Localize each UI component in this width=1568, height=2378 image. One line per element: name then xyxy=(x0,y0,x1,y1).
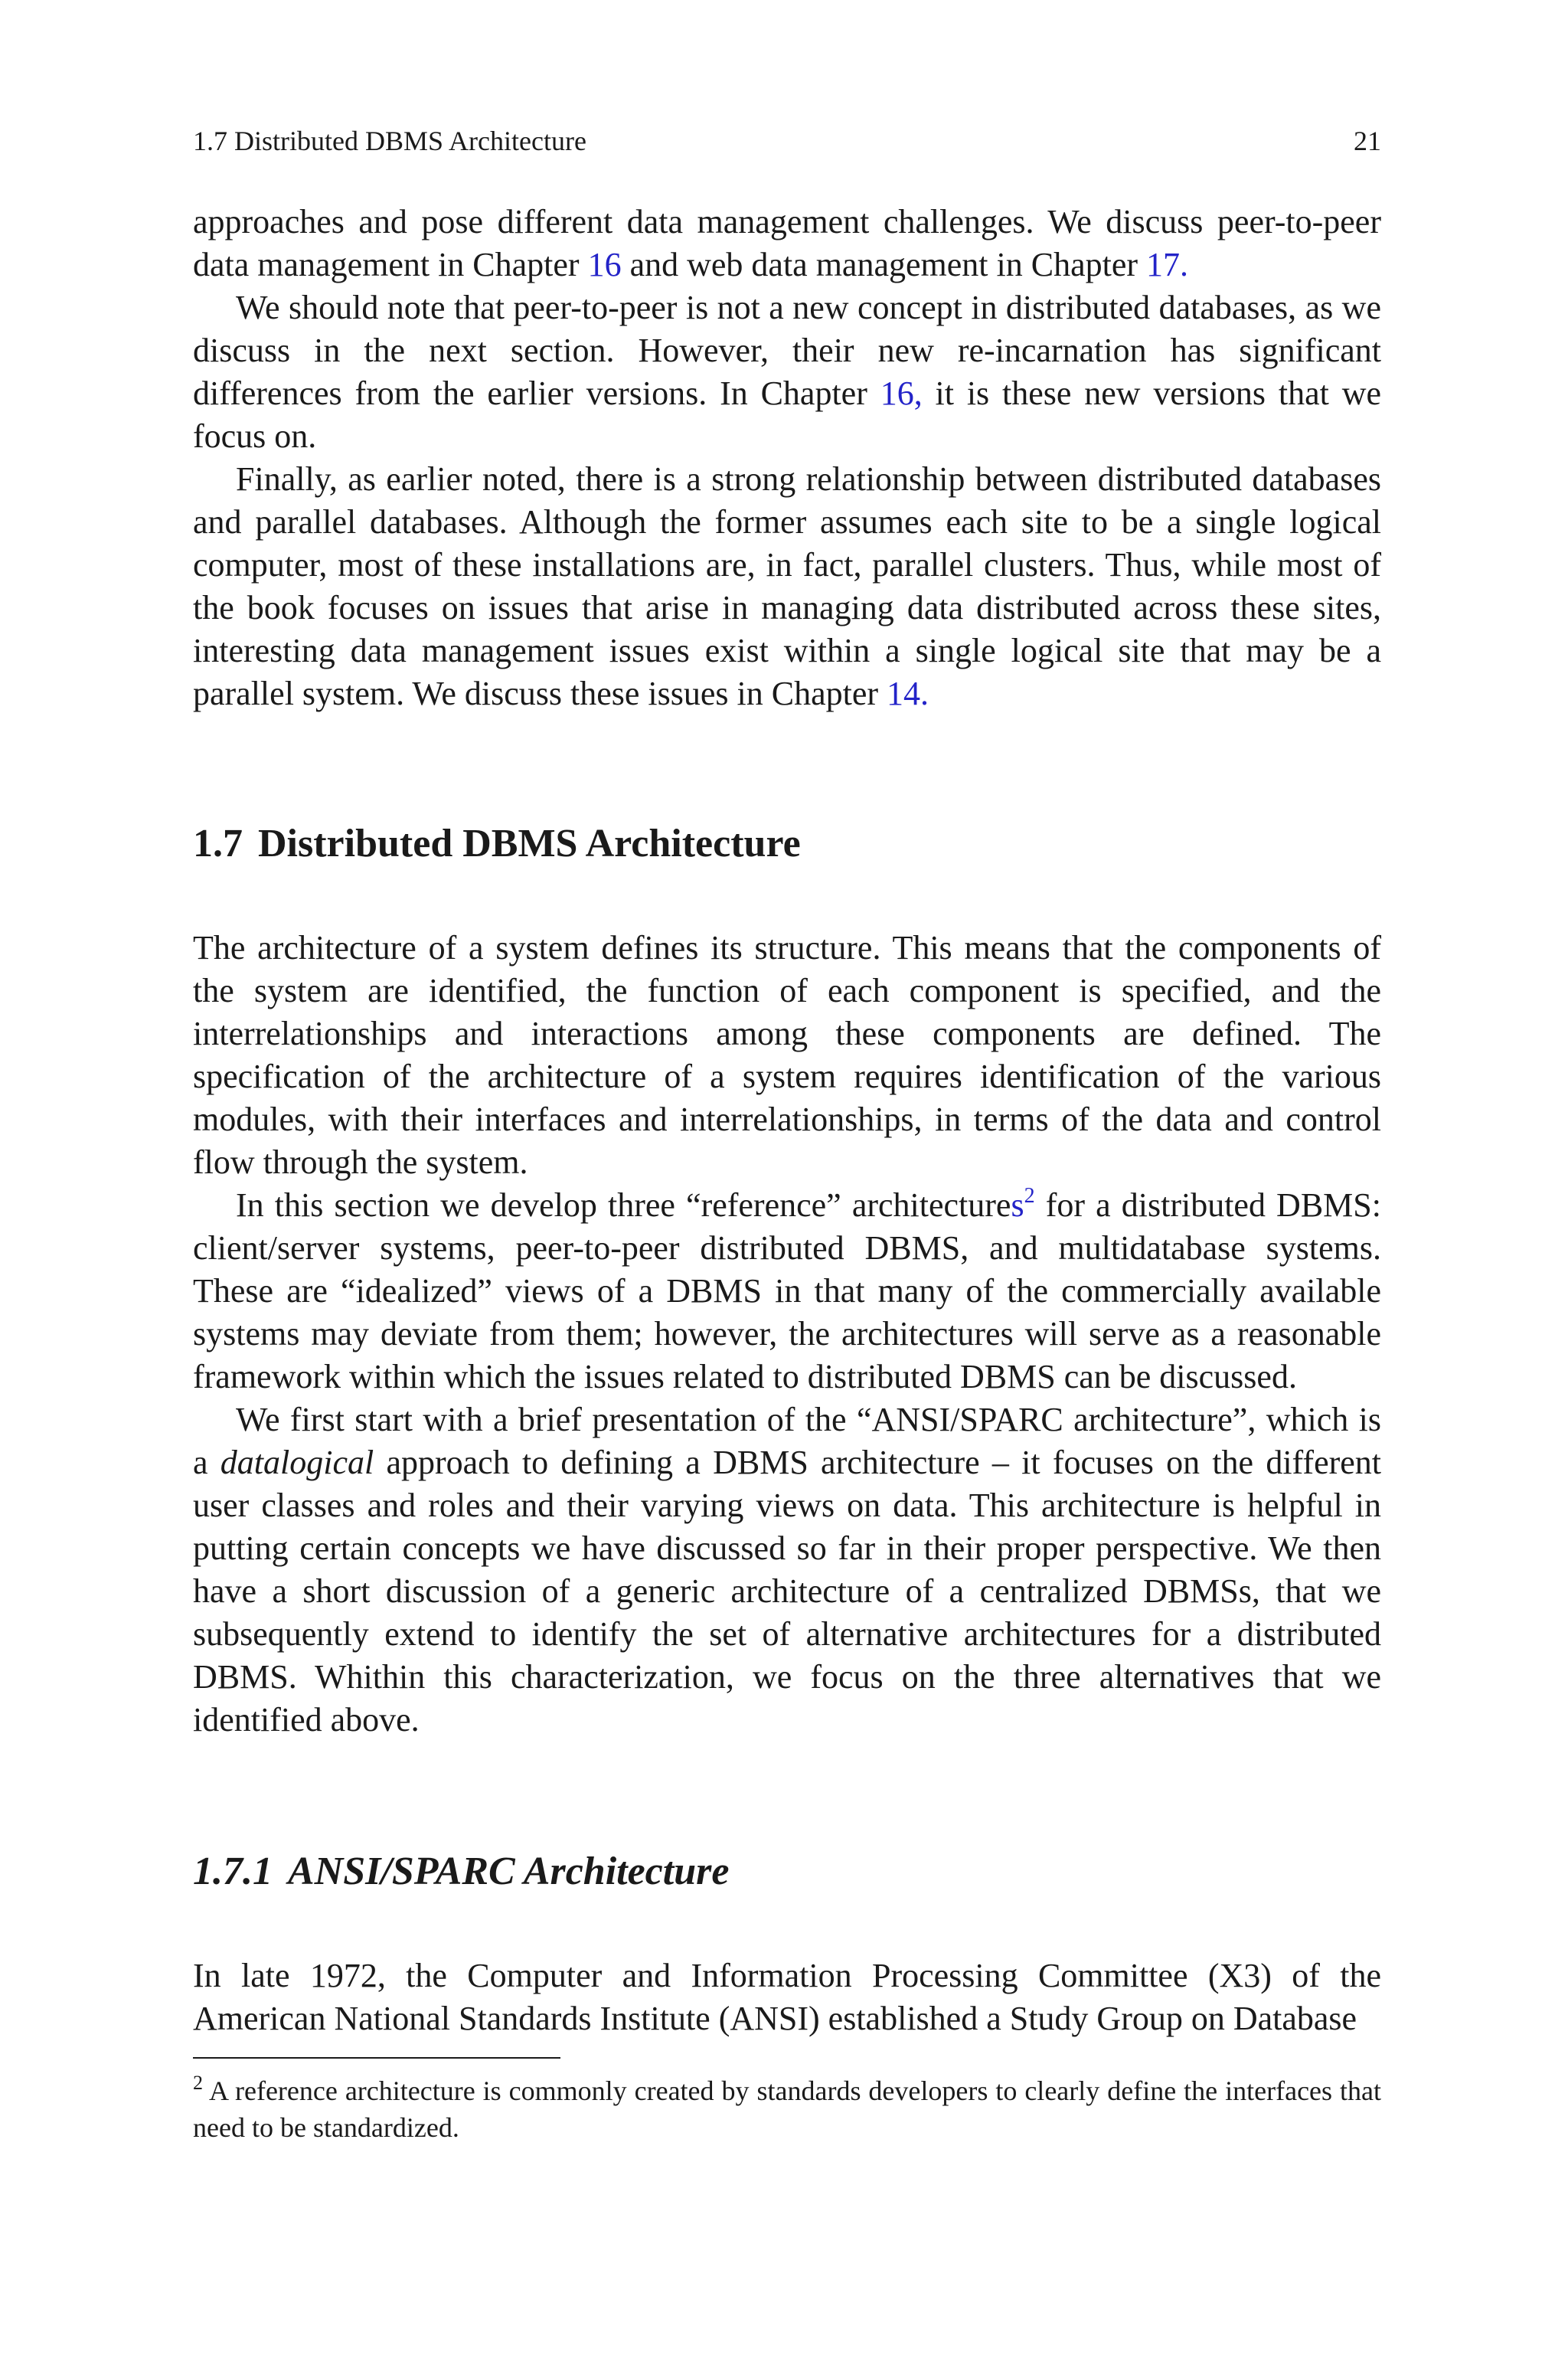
section-body xyxy=(193,927,1381,1742)
section-p2-text-a: In this section we develop three “reference” architecture xyxy=(236,1186,1011,1224)
subsection-heading xyxy=(193,1847,1381,1896)
section-p2-text-b: for a distributed DBMS: client/server systems, peer-to-peer distributed DBMS, and multidatabase systems. These are “idealized” views of a DBMS in that many of the commercially available systems may deviate from them; however, the architectures will serve as a reasonable framework within which the issues related to distributed DBMS can be discussed. xyxy=(193,1186,1381,1395)
footnote-mark[interactable]: 2 xyxy=(1024,1184,1035,1208)
footnote-text: A reference architecture is commonly created by standards developers to clearly define the interfaces that need to be standardized. xyxy=(193,2075,1381,2143)
intro-paragraph-1 xyxy=(193,201,1381,286)
running-title: 1.7 Distributed DBMS Architecture xyxy=(193,126,586,156)
footnote-divider xyxy=(193,2057,560,2059)
chapter-17-link[interactable]: 17. xyxy=(1146,246,1189,283)
subsection-number: 1.7.1 xyxy=(193,1850,273,1893)
section-paragraph-2 xyxy=(193,1184,1381,1398)
intro-paragraph-3 xyxy=(193,458,1381,715)
intro-p2-text-a: We should note that peer-to-peer is not a new concept in distributed databases, as we discuss in the next section. However, their new re-incarnation has significant differences from the earlier versions. In Chapter xyxy=(193,289,1381,412)
emphasis-datalogical: datalogical xyxy=(220,1444,374,1481)
footnote xyxy=(193,2072,1381,2146)
section-paragraph-3 xyxy=(193,1398,1381,1742)
subsection-paragraph-1: In late 1972, the Computer and Information Processing Committee (X3) of the American National Standards Institute (ANSI) established a Study Group on Database xyxy=(193,1957,1381,2037)
footnote-link-letter[interactable]: s xyxy=(1011,1186,1024,1224)
subsection-title: ANSI/SPARC Architecture xyxy=(288,1850,730,1893)
footnote-link[interactable] xyxy=(1011,1186,1034,1224)
intro-p1-text-a: approaches and pose different data management challenges. We discuss peer-to-peer data management in Chapter xyxy=(193,203,1381,283)
section-title: Distributed DBMS Architecture xyxy=(258,822,801,865)
chapter-14-link[interactable]: 14. xyxy=(887,675,929,712)
chapter-16-link[interactable]: 16 xyxy=(587,246,622,283)
section-p3-text-a: We first start with a brief presentation of the “ANSI/SPARC architecture”, which is a xyxy=(193,1401,1381,1481)
section-p3-text-b: approach to defining a DBMS architecture – it focuses on the different user classes and roles and their varying views on data. This architecture is helpful in putting certain concepts we have discussed so far in their proper perspective. We then have a short discussion of a generic architecture of a centralized DBMSs, that we subsequently extend to identify the set of alternative architectures for a distributed DBMS. Whithin this characterization, we focus on the three alternatives that we identified above. xyxy=(193,1444,1382,1739)
section-paragraph-1: The architecture of a system defines its structure. This means that the components of the system are identified, the function of each component is specified, and the interrelationships and interactions among these components are defined. The specification of the architecture of a system requires identification of the various modules, with their interfaces and interrelationships, in terms of the data and control flow through the system. xyxy=(193,929,1381,1181)
running-head xyxy=(193,123,1381,159)
subsection-heading-block xyxy=(193,1847,1381,1896)
section-heading-block xyxy=(193,819,1381,868)
chapter-16-link-2[interactable]: 16, xyxy=(880,375,923,412)
subsection-body xyxy=(193,1954,1381,2040)
page-number: 21 xyxy=(1354,126,1381,156)
document-page xyxy=(193,0,1381,2378)
intro-p3-text-a: Finally, as earlier noted, there is a strong relationship between distributed databases and parallel databases. Although the former assumes each site to be a single logical computer, most of these installations are, in fact, parallel clusters. Thus, while most of the book focuses on issues that arise in managing data distributed across these sites, interesting data management issues exist within a single logical site that may be a parallel system. We discuss these issues in Chapter xyxy=(193,460,1381,712)
section-number: 1.7 xyxy=(193,822,243,865)
section-heading xyxy=(193,819,1381,868)
intro-paragraph-2 xyxy=(193,286,1381,458)
intro-p1-text-b: and web data management in Chapter xyxy=(621,246,1147,283)
footnote-number: 2 xyxy=(193,2072,203,2094)
intro-p2-text-b: it is these new versions that we focus on. xyxy=(193,375,1381,455)
intro-block xyxy=(193,201,1381,715)
